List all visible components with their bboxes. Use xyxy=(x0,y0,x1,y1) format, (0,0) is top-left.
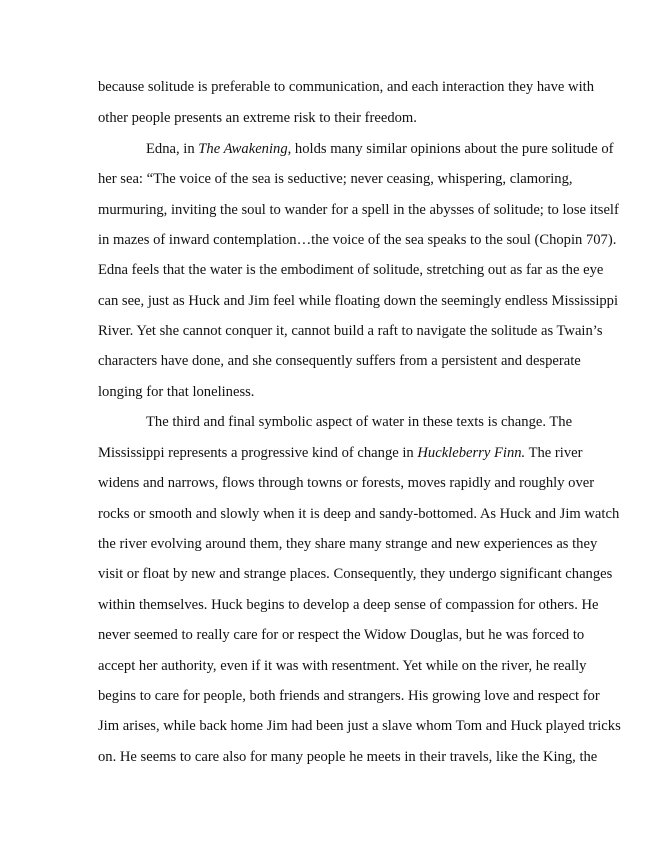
text: on. He seems to care also for many people he meets in their travels, like the King, the xyxy=(98,749,598,765)
text: The third and final symbolic aspect of water in these texts is change. The xyxy=(146,414,573,430)
text: accept her authority, even if it was with resentment. Yet while on the river, he really xyxy=(98,658,587,674)
text: her sea: “The voice of the sea is seductive; never ceasing, whispering, clamoring, xyxy=(98,171,573,187)
text-line xyxy=(98,444,582,462)
text-line xyxy=(98,201,619,219)
text-line xyxy=(98,626,584,644)
text-line xyxy=(98,535,597,553)
text: Jim arises, while back home Jim had been just a slave whom Tom and Huck played tricks xyxy=(98,718,621,734)
text-line xyxy=(98,687,600,705)
text: can see, just as Huck and Jim feel while floating down the seemingly endless Mississippi xyxy=(98,293,619,309)
text: within themselves. Huck begins to develop a deep sense of compassion for others. He xyxy=(98,597,599,613)
text-line xyxy=(98,352,581,370)
text-line xyxy=(98,292,618,310)
text: Mississippi represents a progressive kind of change in xyxy=(98,445,418,461)
text: because solitude is preferable to communication, and each interaction they have with xyxy=(98,79,595,95)
text: Edna, in xyxy=(146,141,199,157)
text-line xyxy=(98,109,417,127)
text: characters have done, and she consequently suffers from a persistent and desperate xyxy=(98,353,581,369)
text: the river evolving around them, they share many strange and new experiences as they xyxy=(98,536,598,552)
text-line xyxy=(98,505,619,523)
book-title: The Awakening xyxy=(198,141,288,157)
text-line xyxy=(98,383,254,401)
text-line xyxy=(98,748,597,766)
text-line xyxy=(98,474,594,492)
text-line xyxy=(98,657,586,675)
text: widens and narrows, flows through towns or forests, moves rapidly and roughly over xyxy=(98,475,595,491)
text: The river xyxy=(525,445,583,461)
text: Edna feels that the water is the embodiment of solitude, stretching out as far as the eye xyxy=(98,262,604,278)
text: other people presents an extreme risk to their freedom. xyxy=(98,110,417,126)
text-line xyxy=(98,322,603,340)
text-line xyxy=(98,717,621,735)
text-line xyxy=(98,596,599,614)
text-line xyxy=(98,78,594,96)
text: in mazes of inward contemplation…the voice of the sea speaks to the soul (Chopin 707). xyxy=(98,232,617,248)
text: never seemed to really care for or respect the Widow Douglas, but he was forced to xyxy=(98,627,585,643)
text: murmuring, inviting the soul to wander for a spell in the abysses of solitude; to lose itself xyxy=(98,202,619,218)
text-line xyxy=(98,170,573,188)
text-line xyxy=(98,565,612,583)
text-line xyxy=(98,261,603,279)
book-title: Huckleberry Finn. xyxy=(417,445,526,461)
text-line xyxy=(98,231,616,249)
text: longing for that loneliness. xyxy=(98,384,255,400)
text-line xyxy=(146,413,572,431)
text: visit or float by new and strange places. Consequently, they undergo significant changes xyxy=(98,566,613,582)
text-line xyxy=(146,140,614,158)
text: rocks or smooth and slowly when it is deep and sandy-bottomed. As Huck and Jim watch xyxy=(98,506,620,522)
text: begins to care for people, both friends and strangers. His growing love and respect for xyxy=(98,688,600,704)
text: , holds many similar opinions about the pure solitude of xyxy=(287,141,614,157)
text: River. Yet she cannot conquer it, cannot build a raft to navigate the solitude as Twain’s xyxy=(98,323,603,339)
